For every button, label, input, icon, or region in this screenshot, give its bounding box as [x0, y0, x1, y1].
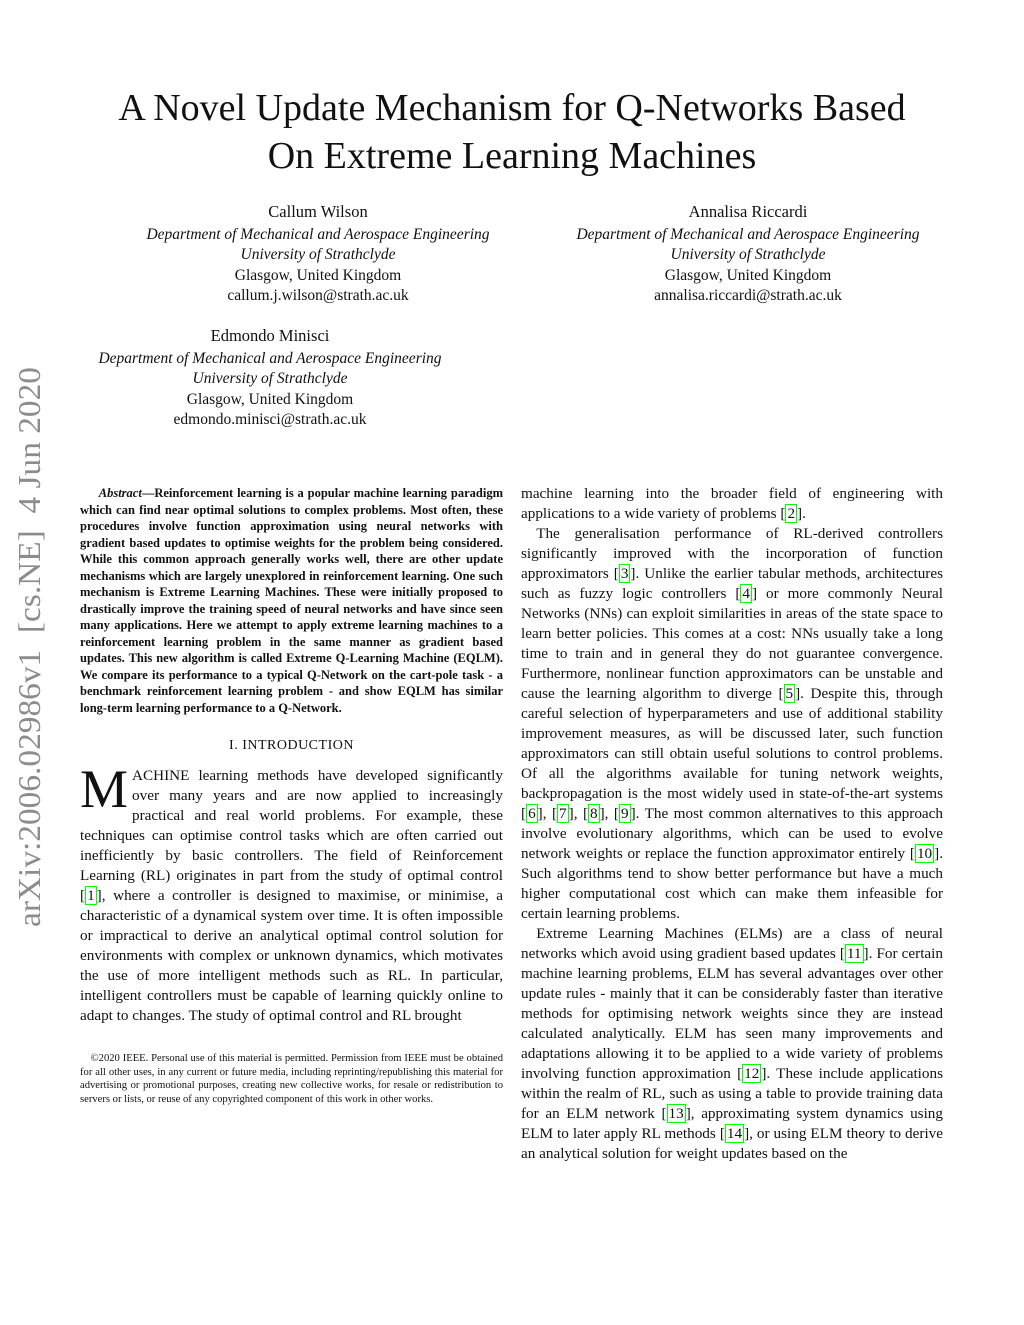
author-department: Department of Mechanical and Aerospace Engineering: [98, 349, 442, 367]
copyright-footnote: ©2020 IEEE. Personal use of this material is permitted. Permission from IEEE must be obtained for all other uses, in any current or future media, including reprinting/republishing this material for advertising or promotional purposes, creating new collective works, for resale or redistribution to servers or lists, or reuse of any copyrighted component of this work in other works.: [80, 1053, 503, 1105]
citation-link[interactable]: 12: [744, 1065, 760, 1082]
citation-link[interactable]: 8: [590, 805, 598, 822]
drop-cap: M: [80, 759, 129, 819]
intro-paragraph-2: The generalisation performance of RL-derived controllers significantly improved with the incorporation of function approximators [ 3 ]. Unlike the earlier tabular methods, architectures such as fuzzy logic controllers [ 4 ] or more commonly Neural Networks (NNs) can exploit similarities in areas of the state space to learn better policies. This comes at a cost: NNs usually take a long time to train and in general they do not guarantee convergence. Furthermore, nonlinear function approximators can be unstable and cause the learning algorithm to diverge [ 5 ]. Despite this, through careful selection of hyperparameters and use of additional stability improvement measures, as will be discussed later, such function approximators can still obtain useful solutions to control problems. Of all the algorithms available for tuning network weights, backpropagation is the most widely used in state-of-the-art systems [ 6 ], [ 7 ], [ 8 ], [ 9 ]. The most common alternatives to this approach involve evolutionary algorithms, which can be used to evolve network weights or replace the function approximator entirely [ 10 ]. Such algorithms tend to show better performance but have a much higher computational cost which can make them infeasible for certain learning problems.: [521, 525, 944, 922]
author-name: Annalisa Riccardi: [688, 202, 808, 221]
arxiv-side-stamp: [6, 365, 50, 927]
citation-link[interactable]: 4: [742, 585, 750, 602]
author-university: University of Strathclyde: [240, 246, 396, 264]
citation-link[interactable]: 14: [726, 1125, 743, 1142]
intro-text: ACHINE learning methods have developed significantly over many years and are now applied to increasingly practical and real world problems. For example, these techniques can optimise control tasks which are often carried out inefficiently by basic controllers. The field of Reinforcement Learning (RL) originates in part from the study of optimal control: [80, 767, 503, 884]
author-name: Callum Wilson: [268, 202, 368, 221]
citation-link[interactable]: 6: [528, 805, 536, 822]
citation-separator: ,: [604, 805, 614, 822]
intro-paragraph-1-cont: machine learning into the broader field of engineering with applications to a wide variety of problems [ 2 ].: [521, 485, 943, 522]
right-column: [521, 484, 943, 1164]
title-line-1: A Novel Update Mechanism for Q-Networks Based: [118, 87, 906, 129]
author-block-2: [538, 202, 958, 307]
author-block-1: [108, 202, 528, 307]
author-university: University of Strathclyde: [670, 246, 826, 264]
author-department: Department of Mechanical and Aerospace Engineering: [576, 225, 920, 243]
intro-paragraph-1: MACHINE learning methods have developed significantly over many years and are now applied to increasingly practical and real world problems. For example, these techniques can optimise control tasks which are often carried out inefficiently by basic controllers. The field of Reinforcement Learning (RL) originates in part from the study of optimal control [ 1 ], where a controller is designed to maximise, or minimise, a characteristic of a dynamical system over time. It is often impossible or impractical to derive an analytical optimal control solution for environments with complex or unknown dynamics, which motivates the use of more intelligent methods such as RL. In particular, intelligent controllers must be capable of learning quickly online to adapt to changes. The study of optimal control and RL brought: [80, 759, 503, 1024]
author-email[interactable]: edmondo.minisci@strath.ac.uk: [173, 411, 367, 429]
citation-link[interactable]: 10: [916, 845, 933, 862]
intro-text: machine learning into the broader field of engineering with applications to a wide variety of problems: [521, 485, 943, 522]
citation-link[interactable]: 13: [668, 1105, 684, 1122]
intro-text: The generalisation performance of RL-derived controllers significantly improved with the incorporation of function approximators: [521, 525, 943, 582]
intro-text: , approximating system dynamics using ELM to later apply RL methods: [521, 1105, 943, 1142]
author-department: Department of Mechanical and Aerospace Engineering: [146, 225, 490, 243]
abstract-label: Abstract: [98, 486, 142, 500]
abstract: [80, 485, 503, 716]
title-line-2: On Extreme Learning Machines: [267, 135, 757, 177]
intro-text: . These include applications within the realm of RL, such as using a table to provide training data for an ELM network: [521, 1065, 943, 1122]
citation-link[interactable]: 1: [87, 887, 95, 904]
citation-link[interactable]: 5: [785, 685, 794, 702]
intro-text: Extreme Learning Machines (ELMs) are a class of neural networks which avoid using gradient based updates: [521, 925, 943, 962]
paper-title: [60, 84, 964, 180]
author-university: University of Strathclyde: [192, 370, 348, 388]
intro-text: . Despite this, through careful selection of hyperparameters and use of additional stability improvement measures, as will be discussed later, such function approximators can still obtain useful solutions to control problems. Of all the algorithms available for tuning network weights, backpropagation is the most widely used in state-of-the-art systems: [521, 685, 943, 802]
section-heading-introduction: I. INTRODUCTION: [229, 738, 354, 753]
author-email[interactable]: callum.j.wilson@strath.ac.uk: [227, 287, 409, 305]
abstract-dash: —: [141, 486, 155, 500]
intro-text: . Unlike the earlier tabular methods, architectures such as fuzzy logic controllers: [521, 565, 944, 602]
author-name: Edmondo Minisci: [210, 326, 330, 345]
intro-text: . For certain machine learning problems, ELM has several advantages over other update rules - mainly that it can be considerably faster than iterative methods for optimising network weights since they are instead calculated analytically. ELM has seen many improvements and adaptations allowing it to be applied to a wide variety of problems involving function approximation: [521, 945, 943, 1082]
intro-text: , where a controller is designed to maximise, or minimise, a characteristic of a dynamical system over time. It is often impossible or impractical to derive an analytical optimal control solution for environments with complex or unknown dynamics, which motivates the use of more intelligent methods such as RL. In particular, intelligent controllers must be capable of learning quickly online to adapt to changes. The study of optimal control and RL brought: [80, 887, 503, 1024]
citation-link[interactable]: 9: [620, 805, 629, 822]
author-location: Glasgow, United Kingdom: [186, 390, 354, 408]
intro-paragraph-3: Extreme Learning Machines (ELMs) are a class of neural networks which avoid using gradient based updates [ 11 ]. For certain machine learning problems, ELM has several advantages over other update rules - mainly that it can be considerably faster than iterative methods for optimising network weights since they are instead calculated analytically. ELM has seen many improvements and adaptations allowing it to be applied to a wide variety of problems involving function approximation [ 12 ]. These include applications within the realm of RL, such as using a table to provide training data for an ELM network [ 13 ], approximating system dynamics using ELM to later apply RL methods [ 14 ], or using ELM theory to derive an analytical solution for weight updates based on the: [521, 925, 944, 1162]
intro-text: , or using ELM theory to derive an analytical solution for weight updates based on the: [521, 1125, 944, 1162]
abstract-text: Reinforcement learning is a popular machine learning paradigm which can find near optimal solutions to complex problems. Most often, these procedures involve function approximation using neural networks with gradient based updates to optimise weights for the problem being considered. While this common approach generally works well, there are other update mechanisms which are largely unexplored in reinforcement learning. One such mechanism is Extreme Learning Machines. These were initially proposed to drastically improve the training speed of neural networks and have since seen many applications. Here we attempt to apply extreme learning machines to a reinforcement learning problem in the same manner as gradient based updates. This new algorithm is called Extreme Q-Learning Machine (EQLM). We compare its performance to a typical Q-Network on the cart-pole task - a benchmark reinforcement learning problem - and show EQLM has similar long-term learning performance to a Q-Network.: [80, 486, 503, 715]
citation-link[interactable]: 7: [559, 805, 567, 822]
intro-text: or more commonly Neural Networks (NNs) can exploit similarities in areas of the state space to learn better policies. This comes at a cost: NNs usually take a long time to train and in general they do not guarantee convergence. Furthermore, nonlinear function approximators can be unstable and cause the learning algorithm to diverge: [521, 585, 943, 702]
citation-separator: ,: [573, 805, 583, 822]
citation-link[interactable]: 3: [620, 565, 629, 582]
intro-text: . The most common alternatives to this approach involve evolutionary algorithms, which can be used to evolve network weights or replace the function approximator entirely: [521, 805, 944, 862]
citation-link[interactable]: 2: [787, 505, 796, 522]
left-column: [80, 485, 503, 1106]
citation-link[interactable]: 11: [846, 945, 862, 962]
author-block-3: [60, 326, 480, 431]
author-location: Glasgow, United Kingdom: [234, 266, 402, 284]
author-location: Glasgow, United Kingdom: [664, 266, 832, 284]
intro-text: .: [802, 505, 806, 522]
intro-text: . Such algorithms tend to show better performance but have a much higher computational cost which can make them infeasible for certain learning problems.: [521, 845, 943, 922]
author-email[interactable]: annalisa.riccardi@strath.ac.uk: [654, 287, 842, 305]
arxiv-identifier: arXiv:2006.02986v1 [cs.NE] 4 Jun 2020: [11, 390, 47, 927]
citation-separator: ,: [542, 805, 552, 822]
